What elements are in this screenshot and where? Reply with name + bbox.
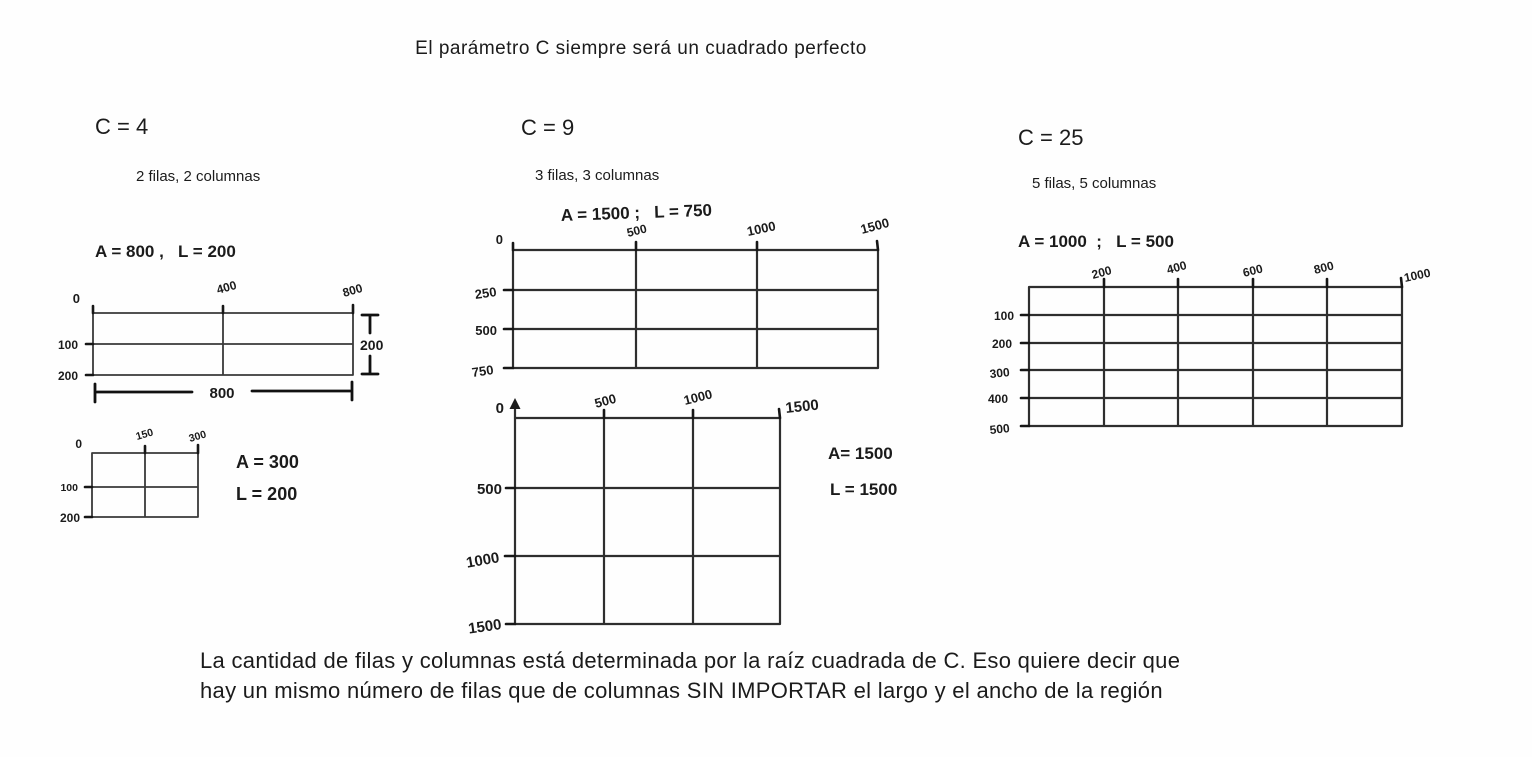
c4-grid1-y-label-1: 200 <box>57 369 78 383</box>
c4-grid1-width-dim-label: 800 <box>209 385 235 402</box>
c9-grid1 <box>471 215 891 380</box>
c25-grid1-x-label-1: 400 <box>1165 258 1189 277</box>
c4-grid1-y-label-0: 100 <box>57 338 78 352</box>
c9-heading: C = 9 <box>521 115 575 140</box>
c9-grid2-x-label-0: 0 <box>495 400 504 417</box>
c25-heading: C = 25 <box>1018 125 1084 150</box>
c9-grid1-y-label-2: 750 <box>470 362 495 380</box>
c4-grid2-y-label-1: 200 <box>59 511 80 525</box>
section-c25 <box>988 125 1432 437</box>
c25-grid1-y-label-0: 100 <box>993 309 1014 323</box>
footer-note <box>200 648 1180 703</box>
c25-grid1-y-label-4: 500 <box>988 421 1011 438</box>
c25-grid1 <box>988 258 1432 437</box>
c9-grid2-side-label: L = 1500 <box>830 480 898 499</box>
c4-grid2 <box>60 426 299 525</box>
c4-grid1-x-label-0: 0 <box>72 291 80 306</box>
c9-grid2-x-label-3: 1500 <box>784 396 820 417</box>
c9-rows-cols-label: 3 filas, 3 columnas <box>535 167 660 184</box>
page-title: El parámetro C siempre será un cuadrado perfecto <box>415 38 867 59</box>
c25-grid1-x-label-4: 1000 <box>1402 265 1432 285</box>
c9-grid1-x-label-1: 500 <box>625 221 649 240</box>
c25-grid1-x-label-2: 600 <box>1241 261 1265 280</box>
c25-grid1-x-label-3: 800 <box>1312 258 1336 277</box>
c9-grid2 <box>465 386 897 637</box>
c9-grid1-x-label-2: 1000 <box>745 218 777 239</box>
c9-grid2-area-label: A= 1500 <box>828 444 893 463</box>
c9-params-label: A = 1500 ; L = 750 <box>560 200 713 225</box>
c4-rows-cols-label: 2 filas, 2 columnas <box>136 168 261 185</box>
c4-grid2-x-label-1: 150 <box>134 426 155 443</box>
c4-grid1-x-label-2: 800 <box>340 280 365 300</box>
c9-grid1-y-label-1: 500 <box>475 323 497 338</box>
c9-grid1-x-label-0: 0 <box>495 232 503 247</box>
section-c4 <box>58 114 384 525</box>
c4-grid2-x-label-2: 300 <box>187 428 208 445</box>
c4-grid1-x-label-1: 400 <box>214 277 239 297</box>
c4-grid2-area-label: A = 300 <box>236 452 299 472</box>
c9-grid2-x-label-2: 1000 <box>682 386 714 408</box>
c4-grid2-x-label-0: 0 <box>75 437 82 451</box>
c9-grid2-y-label-1: 1000 <box>464 549 501 572</box>
c4-grid1 <box>58 278 384 402</box>
section-c9 <box>465 115 897 638</box>
c4-params-label: A = 800 , L = 200 <box>95 242 236 261</box>
c4-grid2-y-label-0: 100 <box>60 482 78 494</box>
c4-grid1-height-dim-label: 200 <box>360 337 384 353</box>
c4-grid2-side-label: L = 200 <box>236 484 298 504</box>
c4-heading: C = 4 <box>95 114 149 139</box>
footer-line-1: La cantidad de filas y columnas está determinada por la raíz cuadrada de C. Eso quiere decir que <box>200 648 1181 673</box>
c25-grid1-y-label-2: 300 <box>988 365 1011 382</box>
c25-params-label: A = 1000 ; L = 500 <box>1018 232 1174 251</box>
footer-line-2: hay un mismo número de filas que de columnas SIN IMPORTAR el largo y el ancho de la región <box>200 678 1163 703</box>
c9-grid2-y-label-2: 1500 <box>467 616 503 638</box>
c9-grid2-x-label-1: 500 <box>592 390 618 411</box>
c25-grid1-x-label-0: 200 <box>1090 263 1114 282</box>
c9-grid1-x-label-3: 1500 <box>858 214 891 237</box>
c25-grid1-y-label-1: 200 <box>991 337 1012 351</box>
c9-grid2-y-label-0: 500 <box>476 481 502 498</box>
c9-grid2-axis-arrowhead <box>510 398 521 409</box>
c25-rows-cols-label: 5 filas, 5 columnas <box>1032 175 1157 192</box>
c9-grid1-y-label-0: 250 <box>473 284 498 302</box>
c25-grid1-y-label-3: 400 <box>987 392 1008 406</box>
